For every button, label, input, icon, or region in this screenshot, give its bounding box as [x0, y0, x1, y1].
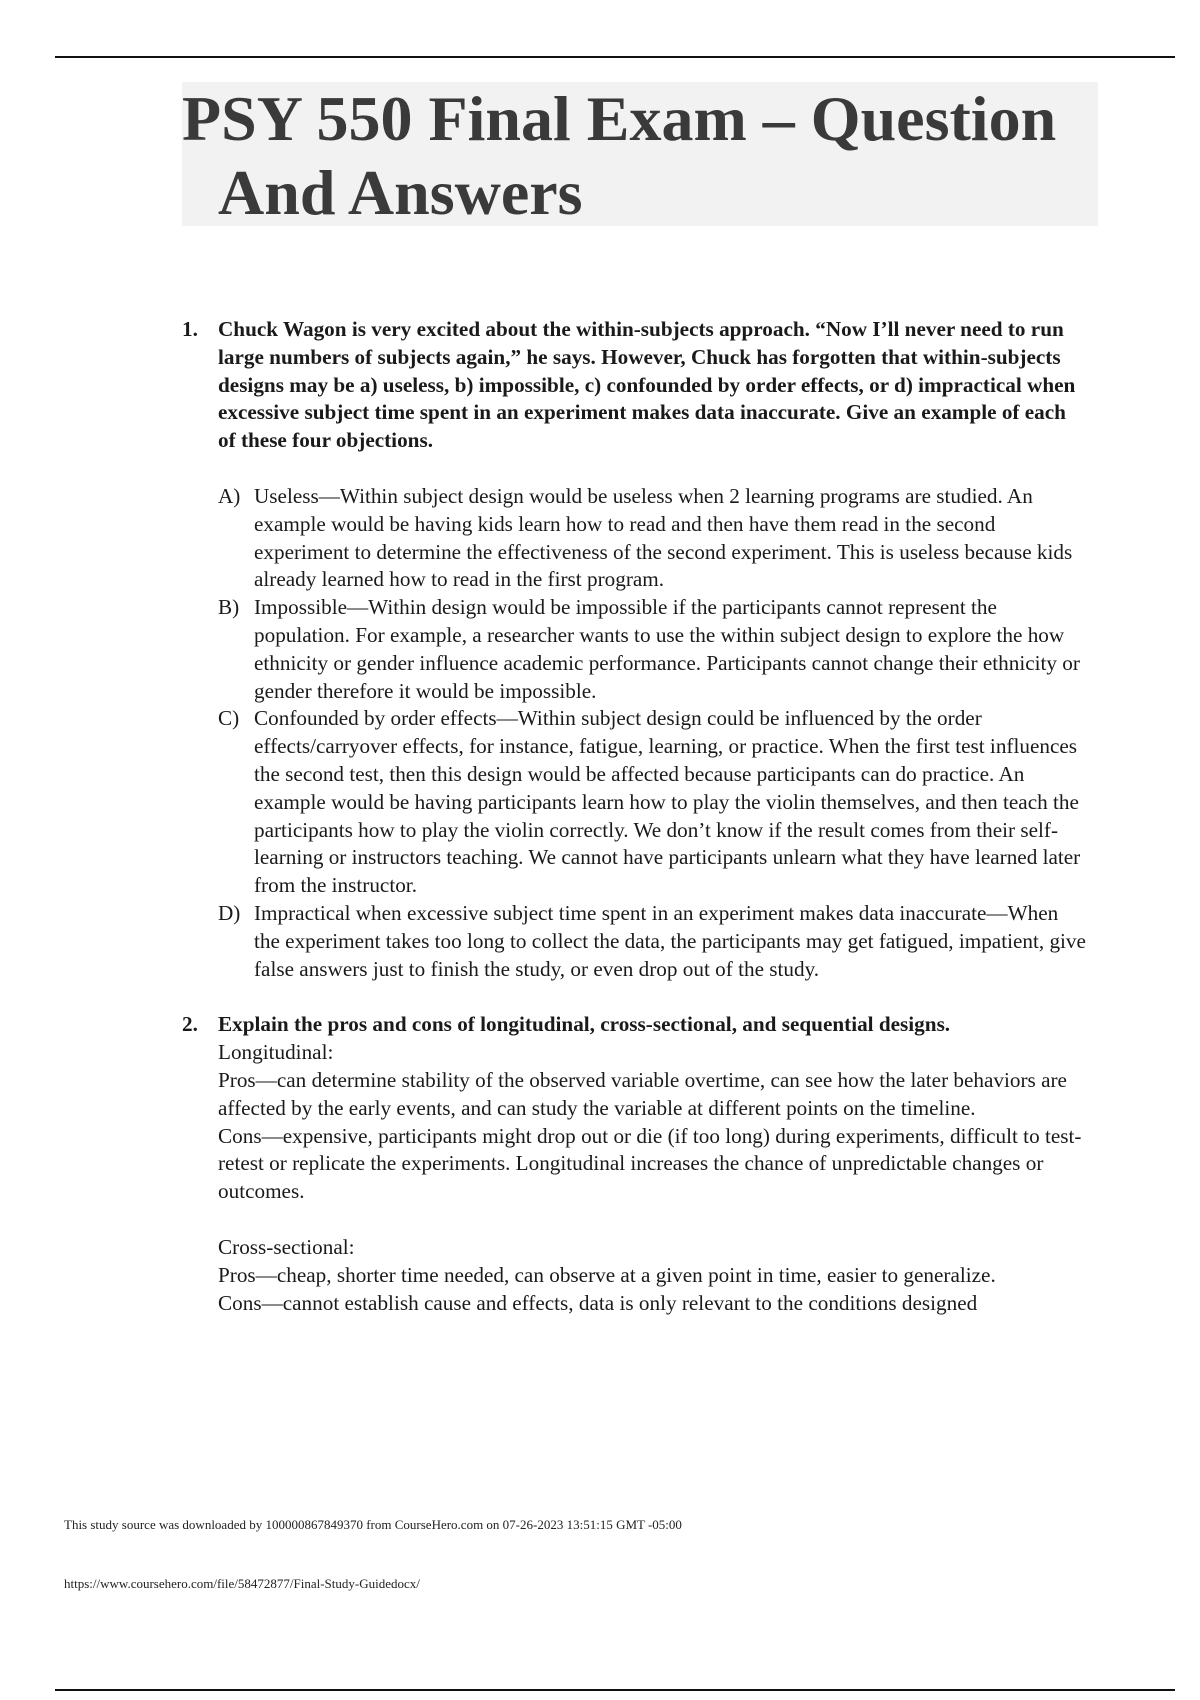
answer-text: Impossible—Within design would be impossible if the participants cannot represent the population. For example, a researcher wants to use the within subject design to explore the how ethnicity or gender influence academic performance. Participants cannot change their ethnicity or gender therefore it would be impossible.: [254, 595, 1080, 703]
source-url[interactable]: https://www.coursehero.com/file/58472877/Final-Study-Guidedocx/: [64, 1576, 420, 1591]
cross-sectional-pros: Pros—cheap, shorter time needed, can observe at a given point in time, easier to generalize.: [218, 1262, 996, 1287]
longitudinal-cons: Cons—expensive, participants might drop out or die (if too long) during experiments, difficult to test-retest or replicate the experiments. Longitudinal increases the chance of unpredictable changes or outcomes.: [218, 1123, 1082, 1204]
bottom-rule: [55, 1689, 1175, 1691]
answer-item-c: [218, 705, 1087, 900]
exam-content: [182, 316, 1087, 1317]
cross-sectional-cons: Cons—cannot establish cause and effects, data is only relevant to the conditions designed: [218, 1290, 978, 1315]
answer-label: C): [218, 706, 240, 731]
question-text: Explain the pros and cons of longitudinal, cross-sectional, and sequential designs.: [218, 1012, 951, 1037]
answer-text: Confounded by order effects—Within subject design could be influenced by the order effects/carryover effects, for instance, fatigue, learning, or practice. When the first test influences the second test, then this design would be affected because participants can do practice. An example would be having participants learn how to play the violin themselves, and then teach the participants how to play the violin correctly. We don’t know if the result comes from their self-learning or instructors teaching. We cannot have participants unlearn what they have learned later from the instructor.: [254, 706, 1081, 898]
source-note: This study source was downloaded by 100000867849370 from CourseHero.com on 07-26-2023 13:51:15 GMT -05:00: [64, 1517, 682, 1532]
answer-item-a: [218, 483, 1087, 594]
longitudinal-pros: Pros—can determine stability of the observed variable overtime, can see how the later behaviors are affected by the early events, and can study the variable at different points on the timeline.: [218, 1067, 1067, 1120]
top-rule: [55, 56, 1175, 58]
cross-sectional-heading: Cross-sectional:: [218, 1234, 355, 1259]
answer-label: D): [218, 900, 241, 925]
title-line-1: PSY 550 Final Exam – Question: [182, 83, 1057, 154]
question-1: [182, 316, 1087, 455]
question-text: Chuck Wagon is very excited about the within-subjects approach. “Now I’ll never need to run large numbers of subjects again,” he says. However, Chuck has forgotten that within-subjects designs may be a) useless, b) impossible, c) confounded by order effects, or d) impractical when excessive subject time spent in an experiment makes data inaccurate. Give an example of each of these four objections.: [218, 317, 1076, 453]
answer-text: Impractical when excessive subject time spent in an experiment makes data inaccurate—When the experiment takes too long to collect the data, the participants may get fatigued, impatient, give false answers just to finish the study, or even drop out of the study.: [254, 900, 1086, 981]
answer-label: A): [218, 483, 241, 508]
answer-item-b: [218, 594, 1087, 705]
question-number: 1.: [182, 317, 198, 341]
answer-text: Useless—Within subject design would be useless when 2 learning programs are studied. An example would be having kids learn how to read and then have them read in the second experiment to determine the effectiveness of the second experiment. This is useless because kids already learned how to read in the first program.: [254, 483, 1073, 592]
page-title: [182, 82, 1082, 230]
answer-list: [182, 483, 1087, 983]
longitudinal-heading: Longitudinal:: [218, 1040, 334, 1065]
question-number: 2.: [182, 1012, 198, 1037]
answer-item-d: [218, 900, 1087, 983]
title-line-2: And Answers: [218, 157, 583, 228]
question-2: [182, 1011, 1087, 1317]
answer-label: B): [218, 595, 240, 620]
